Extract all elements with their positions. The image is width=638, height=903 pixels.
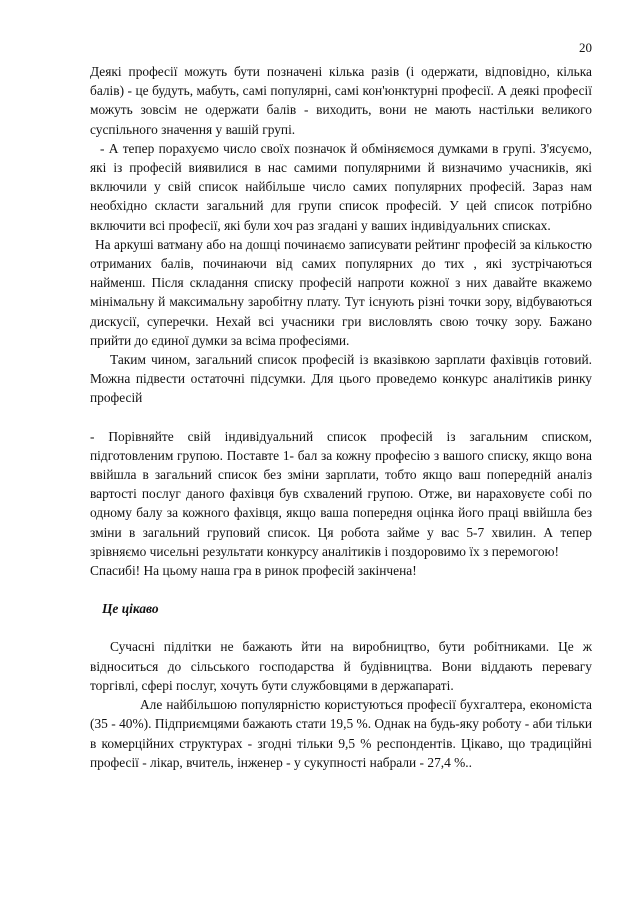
paragraph-4: Таким чином, загальний список професій із вказівкою зарплати фахівців готовий. Можна підвести остаточні підсумки. Для цього проведемо конкурс аналітиків ринку професій <box>90 352 592 406</box>
spacer <box>90 408 592 427</box>
section-heading: Це цікаво <box>102 601 159 617</box>
paragraph-8: Але найбільшою популярністю користуються професії бухгалтера, економіста (35 - 40%). Підприємцями бажають стати 19,5 %. Однак на будь-яку роботу - аби тільки в комерційних структурах - згодні тільки 9,5 % респондентів. Цікаво, що традиційні професії - лікар, вчитель, інженер - у сукупності набрали - 27,4 %.. <box>90 697 592 770</box>
paragraph-2: - А тепер порахуємо число своїх позначок й обміняємося думками в групі. З'ясуємо, які із професій виявилися в нас самими популярними й визначимо учасників, які включили у свій список найбільше число самих популярних професій. Зараз нам необхідно скласти загальний для групи список професій. У цей список потрібно включити всі професії, які були хоч раз згадані у ваших індивідуальних списках. <box>90 140 592 233</box>
page-number: 20 <box>579 40 592 55</box>
paragraph-5: - Порівняйте свій індивідуальний список професій із загальним списком, підготовленим групою. Поставте 1- бал за кожну професію з вашого списку, якщо вона ввійшла в загальний список без зміни зарплати, тобто якщо ваш попередній аналіз вартості послуг даного фахівця був схвалений групою. Отже, ви нараховуєте собі по одному балу за кожного фахівця, якщо ваша попередня оцінка його праці ввійшла без зміни в загальний груповий список. Ця робота займе у вас 5-7 хвилин. А тепер зрівняємо чисельні результати конкурсу аналітиків і поздоровимо їх з перемогою! <box>90 428 592 559</box>
spacer <box>90 580 592 599</box>
paragraph-1: Деякі професії можуть бути позначені кілька разів (і одержати, відповідно, кілька балів) - це будуть, мабуть, самі популярні, самі кон'юнктурні професії. А деякі професії можуть зовсім не одержати балів - виходить, вони не мають настільки великого суспільного значення у вашій групі. <box>90 64 592 137</box>
paragraph-6: Спасибі! На цьому наша гра в ринок професій закінчена! <box>90 563 417 579</box>
page-content <box>90 62 592 772</box>
paragraph-3: На аркуші ватману або на дошці починаємо записувати рейтинг професій за кількостю отриманих балів, починаючи від самих популярних до тих , які зустрічаються найменш. Після складання списку професій напроти кожної з них давайте вкажемо мінімальну й максимальну заробітну плату. Тут існують різні точки зору, відбуваються дискусії, суперечки. Нехай всі учасники гри висловлять свою точку зору. Бажано прийти до єдиної думки за всіма професіями. <box>90 236 592 348</box>
spacer <box>90 618 592 637</box>
paragraph-7: Сучасні підлітки не бажають йти на виробництво, бути робітниками. Це ж відноситься до сільського господарства й будівництва. Вони віддають перевагу торгівлі, сфері послуг, хочуть бути службовцями в держапараті. <box>90 639 592 693</box>
